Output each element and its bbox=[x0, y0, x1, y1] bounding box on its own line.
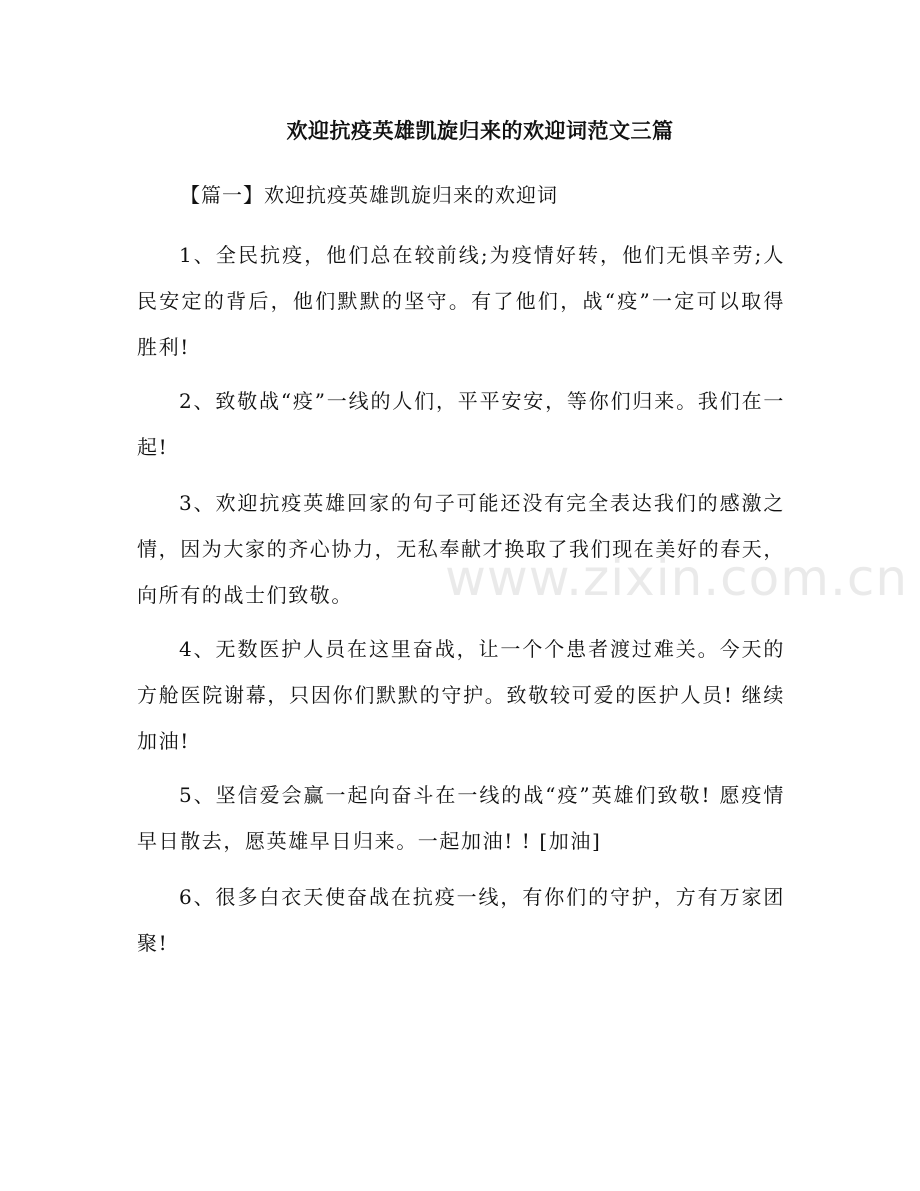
watermark: www.zixin.com.cn bbox=[445, 549, 909, 607]
paragraph-6: 6、很多白衣天使奋战在抗疫一线，有你们的守护，方有万家团聚! bbox=[137, 885, 785, 955]
paragraph-4: 4、无数医护人员在这里奋战，让一个个患者渡过难关。今天的方舱医院谢幕，只因你们默默的守护。致敬较可爱的医护人员! 继续加油! bbox=[137, 637, 785, 753]
paragraph-3: 3、欢迎抗疫英雄回家的句子可能还没有完全表达我们的感激之情，因为大家的齐心协力，无私奉献才换取了我们现在美好的春天，向所有的战士们致敬。 bbox=[137, 491, 785, 607]
paragraph-5: 5、坚信爱会赢一起向奋斗在一线的战“疫”英雄们致敬! 愿疫情早日散去，愿英雄早日归来。一起加油! ! [加油] bbox=[137, 783, 785, 853]
paragraph-2: 2、致敬战“疫”一线的人们，平平安安，等你们归来。我们在一起! bbox=[137, 389, 785, 459]
section-heading: 【篇一】欢迎抗疫英雄凯旋归来的欢迎词 bbox=[180, 183, 558, 207]
paragraph-1: 1、全民抗疫，他们总在较前线;为疫情好转，他们无惧辛劳;人民安定的背后，他们默默的坚守。有了他们，战“疫”一定可以取得胜利! bbox=[137, 243, 785, 359]
document-title: 欢迎抗疫英雄凯旋归来的欢迎词范文三篇 bbox=[286, 119, 674, 143]
